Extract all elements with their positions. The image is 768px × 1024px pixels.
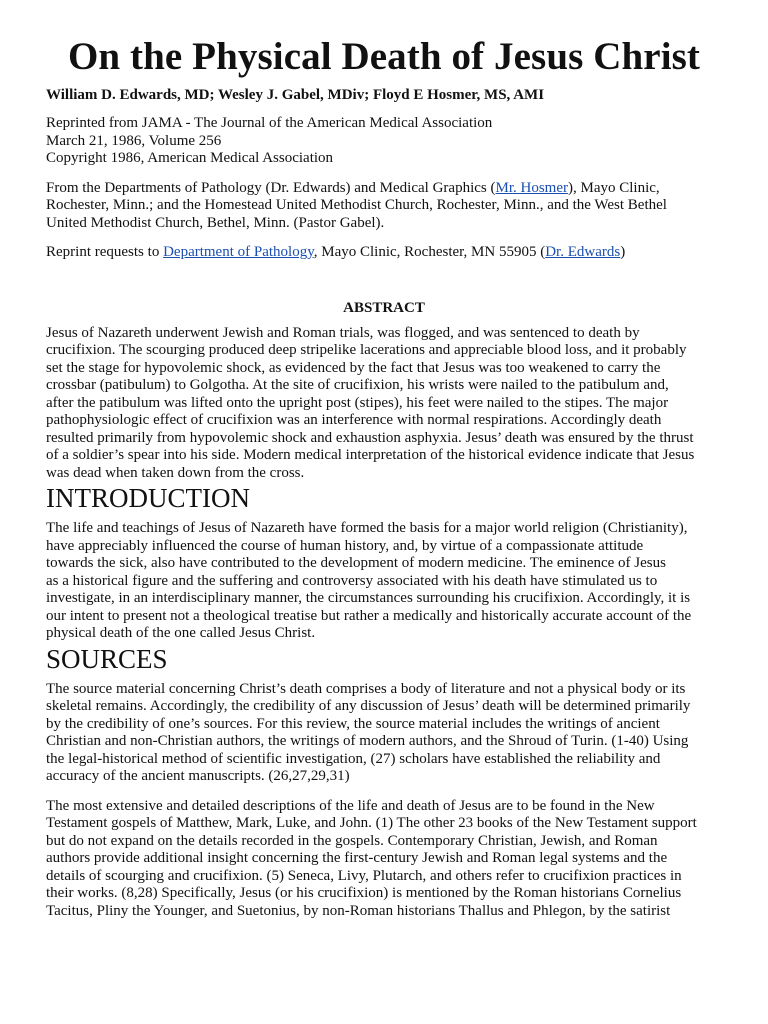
text-line: as a historical figure and the suffering and controversy associated with his death have stimulated us to [46,572,658,589]
introduction-heading: INTRODUCTION [46,483,250,513]
text-line: details of scourging and crucifixion. (5) Seneca, Livy, Plutarch, and others refer to crucifixion practices in [46,867,682,884]
text-line: Tacitus, Pliny the Younger, and Suetonius, by non-Roman historians Thallus and Phlegon, by the satirist [46,902,671,919]
reprint-line: Reprinted from JAMA - The Journal of the American Medical Association [46,115,493,131]
abstract-heading: ABSTRACT [343,299,425,316]
reprint-requests-text: Reprint requests to [46,244,164,260]
text-line: set the stage for hypovolemic shock, as evidenced by the fact that Jesus was too weakened to carry the [46,359,661,376]
text-line: authors provide additional insight concerning the first-century Jewish and Roman legal systems and the [46,850,668,866]
text-line: pathophysiologic effect of crucifixion was an interference with normal respirations. Accordingly death [46,412,662,428]
text-line: our intent to present not a theological treatise but rather a medically and historically accurate account of the [46,607,692,624]
page-title: On the Physical Death of Jesus Christ [67,35,701,78]
text-line: The most extensive and detailed descriptions of the life and death of Jesus are to be found in the New [46,797,655,814]
affiliation-text: ), Mayo Clinic, [567,179,660,196]
text-line: towards the sick, also have contributed to the development of modern medicine. The eminence of Jesus [46,555,666,571]
affiliation-text: Rochester, Minn.; and the Homestead United Methodist Church, Rochester, Minn., and the West Bethel [46,197,667,213]
hosmer-link[interactable]: Mr. Hosmer [495,179,568,196]
text-line: after the patibulum was lifted onto the upright post (stipes), his feet were nailed to the stipes. The major [46,394,669,411]
text-line: was dead when taken down from the cross. [46,464,305,481]
sources-paragraph-2 [46,798,722,921]
text-line: Testament gospels of Matthew, Mark, Luke, and John. (1) The other 23 books of the New Testament support [46,815,697,831]
text-line: investigate, in an interdisciplinary manner, the circumstances surrounding his crucifixion. Accordingly, it is [46,590,691,606]
sources-heading: SOURCES [46,643,168,674]
reprint-requests [46,244,722,262]
sources-paragraph-1 [46,681,722,786]
text-line: have appreciably influenced the course of human history, and, by virtue of a compassionate attitude [46,537,644,554]
dr-edwards-link[interactable]: Dr. Edwards [545,244,621,260]
reprint-requests-text: , Mayo Clinic, Rochester, MN 55905 ( [313,244,546,260]
text-line: crucifixion. The scourging produced deep stripelike lacerations and appreciable blood loss, and it probably [46,342,687,358]
text-line: by the credibility of one’s sources. For this review, the source material includes the writings of ancient [46,715,660,732]
text-line: their works. (8,28) Specifically, Jesus (or his crucifixion) is mentioned by the Roman historians Cornelius [46,885,682,901]
affiliation-text: United Methodist Church, Bethel, Minn. (Pastor Gabel). [46,214,385,231]
text-line: The life and teachings of Jesus of Nazareth have formed the basis for a major world religion (Christianity), [46,520,688,536]
text-line: Jesus of Nazareth underwent Jewish and Roman trials, was flogged, and was sentenced to death by [46,324,640,341]
text-line: skeletal remains. Accordingly, the credibility of any discussion of Jesus’ death will be determined primarily [46,698,691,714]
text-line: accuracy of the ancient manuscripts. (26,27,29,31) [46,768,350,784]
abstract-paragraph [46,325,722,483]
affiliation-text: From the Departments of Pathology (Dr. Edwards) and Medical Graphics ( [46,179,496,196]
text-line: crossbar (patibulum) to Golgotha. At the site of crucifixion, his wrists were nailed to the patibulum and, [46,377,669,393]
pathology-department-link[interactable]: Department of Pathology [163,244,314,260]
text-line: resulted primarily from hypovolemic shock and exhaustion asphyxia. Jesus’ death was ensured by the thrust [46,429,694,446]
affiliation-paragraph [46,180,722,233]
text-line: physical death of the one called Jesus Christ. [46,625,316,641]
text-line: of a soldier’s spear into his side. Modern medical interpretation of the historical evidence indicate that Jesus [46,447,695,463]
copyright-line: Copyright 1986, American Medical Association [46,150,334,166]
text-line: the legal-historical method of scientific investigation, (27) scholars have established the reliability and [46,750,661,767]
reprint-date: March 21, 1986, Volume 256 [46,132,222,149]
text-line: The source material concerning Christ’s death comprises a body of literature and not a physical body or its [46,680,686,697]
text-line: Christian and non-Christian authors, the writings of modern authors, and the Shroud of Turin. (1-40) Using [46,733,689,749]
text-line: but do not expand on the details recorded in the gospels. Contemporary Christian, Jewish, and Roman [46,832,658,849]
reprint-requests-text: ) [620,244,626,260]
introduction-paragraph [46,520,722,643]
author-line: William D. Edwards, MD; Wesley J. Gabel, MDiv; Floyd E Hosmer, MS, AMI [46,87,545,103]
reprint-info [46,115,722,168]
